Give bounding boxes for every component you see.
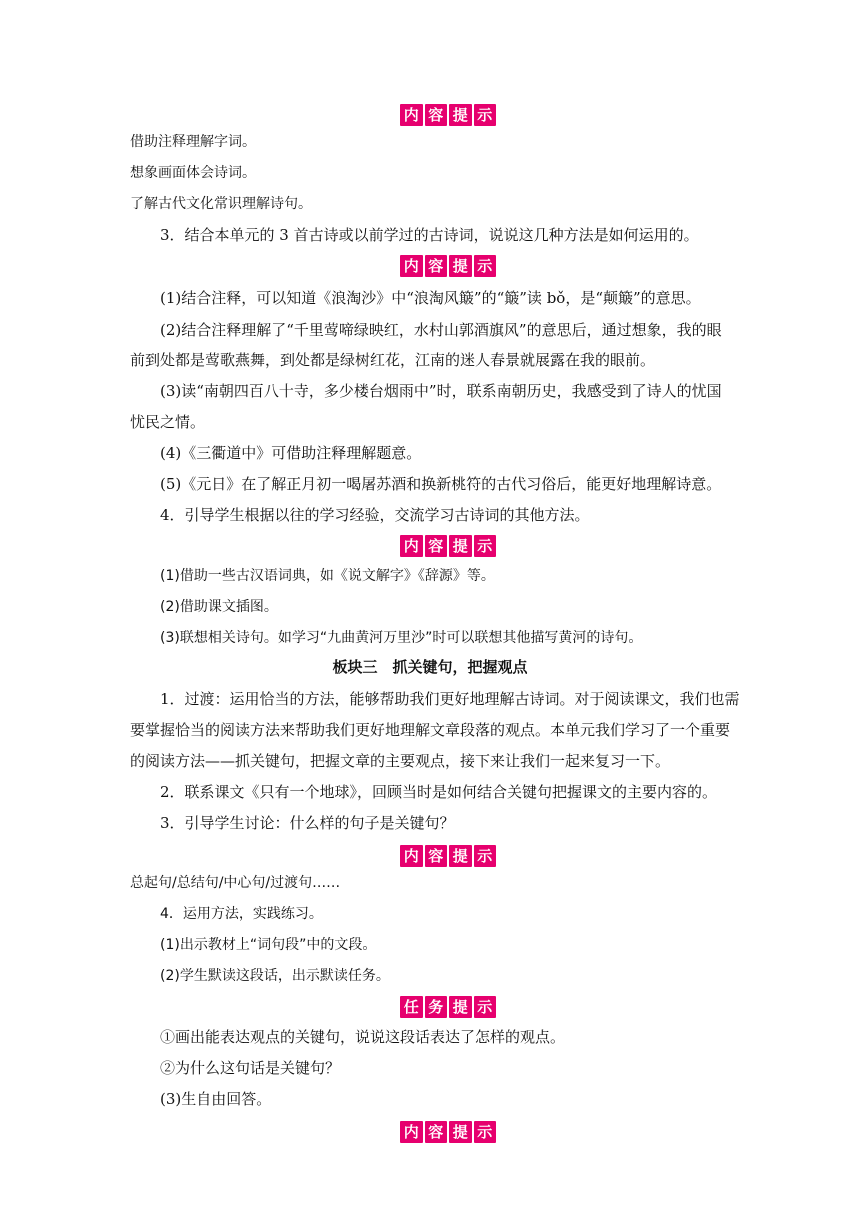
badge-char: 容	[425, 104, 448, 126]
text-line: 4．引导学生根据以往的学习经验，交流学习古诗词的其他方法。	[160, 506, 590, 524]
text-line: (2)结合注释理解了“千里莺啼绿映红，水村山郭酒旗风”的意思后，通过想象，我的眼	[160, 321, 722, 339]
badge-char: 示	[474, 535, 497, 557]
badge-char: 内	[400, 845, 423, 867]
badge-char: 示	[474, 104, 497, 126]
text-line: (2)借助课文插图。	[160, 599, 278, 615]
badge-char: 内	[400, 535, 423, 557]
text-line: ①画出能表达观点的关键句，说说这段话表达了怎样的观点。	[160, 1028, 566, 1046]
badge-char: 务	[425, 996, 448, 1018]
badge-char: 容	[425, 1121, 448, 1143]
text-line: 忧民之情。	[130, 413, 206, 431]
badge-char: 内	[400, 104, 423, 126]
badge-char: 容	[425, 255, 448, 277]
text-line: (2)学生默读这段话，出示默读任务。	[160, 968, 390, 984]
badge-char: 容	[425, 535, 448, 557]
section-heading: 板块三 抓关键句，把握观点	[332, 658, 528, 676]
badge-char: 提	[449, 104, 472, 126]
badge-char: 内	[400, 1121, 423, 1143]
text-line: 3．引导学生讨论：什么样的句子是关键句？	[160, 814, 455, 832]
badge-char: 提	[449, 255, 472, 277]
text-line: 要掌握恰当的阅读方法来帮助我们更好地理解文章段落的观点。本单元我们学习了一个重要	[130, 721, 731, 739]
text-line: 总起句/总结句/中心句/过渡句……	[130, 875, 341, 891]
text-line: (1)借助一些古汉语词典，如《说文解字》《辞源》等。	[160, 568, 495, 584]
content-hint-badge	[400, 535, 496, 557]
badge-char: 提	[449, 1121, 472, 1143]
text-line: 4．运用方法，实践练习。	[160, 906, 323, 922]
badge-char: 提	[449, 996, 472, 1018]
text-line: 前到处都是莺歌燕舞，到处都是绿树红花，江南的迷人春景就展露在我的眼前。	[130, 351, 656, 369]
badge-char: 示	[474, 255, 497, 277]
content-hint-badge	[400, 104, 496, 126]
text-line: 1．过渡：运用恰当的方法，能够帮助我们更好地理解古诗词。对于阅读课文，我们也需	[160, 690, 740, 708]
text-line: ②为什么这句话是关键句？	[160, 1059, 341, 1077]
text-line: (5)《元日》在了解正月初一喝屠苏酒和换新桃符的古代习俗后，能更好地理解诗意。	[160, 475, 722, 493]
badge-char: 提	[449, 535, 472, 557]
text-line: (3)联想相关诗句。如学习“九曲黄河万里沙”时可以联想其他描写黄河的诗句。	[160, 630, 643, 646]
badge-char: 示	[474, 845, 497, 867]
text-line: 的阅读方法——抓关键句，把握文章的主要观点，接下来让我们一起来复习一下。	[130, 752, 671, 770]
text-line: (4)《三衢道中》可借助注释理解题意。	[160, 444, 422, 462]
text-line: 2．联系课文《只有一个地球》，回顾当时是如何结合关键句把握课文的主要内容的。	[160, 783, 718, 801]
content-hint-badge	[400, 845, 496, 867]
text-line: 借助注释理解字词。	[130, 134, 256, 150]
badge-char: 提	[449, 845, 472, 867]
badge-char: 示	[474, 1121, 497, 1143]
text-line: (3)读“南朝四百八十寺，多少楼台烟雨中”时，联系南朝历史，我感受到了诗人的忧国	[160, 382, 722, 400]
badge-char: 任	[400, 996, 423, 1018]
content-hint-badge	[400, 255, 496, 277]
text-line: (1)结合注释，可以知道《浪淘沙》中“浪淘风簸”的“簸”读 bǒ，是“颠簸”的意思。	[160, 289, 701, 307]
badge-char: 示	[474, 996, 497, 1018]
task-hint-badge	[400, 996, 496, 1018]
text-line: (3)生自由回答。	[160, 1090, 272, 1108]
text-line: 想象画面体会诗词。	[130, 165, 256, 181]
text-line: 3．结合本单元的 3 首古诗或以前学过的古诗词，说说这几种方法是如何运用的。	[160, 226, 699, 244]
content-hint-badge	[400, 1121, 496, 1143]
badge-char: 内	[400, 255, 423, 277]
text-line: 了解古代文化常识理解诗句。	[130, 196, 312, 212]
text-line: (1)出示教材上“词句段”中的文段。	[160, 937, 377, 953]
badge-char: 容	[425, 845, 448, 867]
